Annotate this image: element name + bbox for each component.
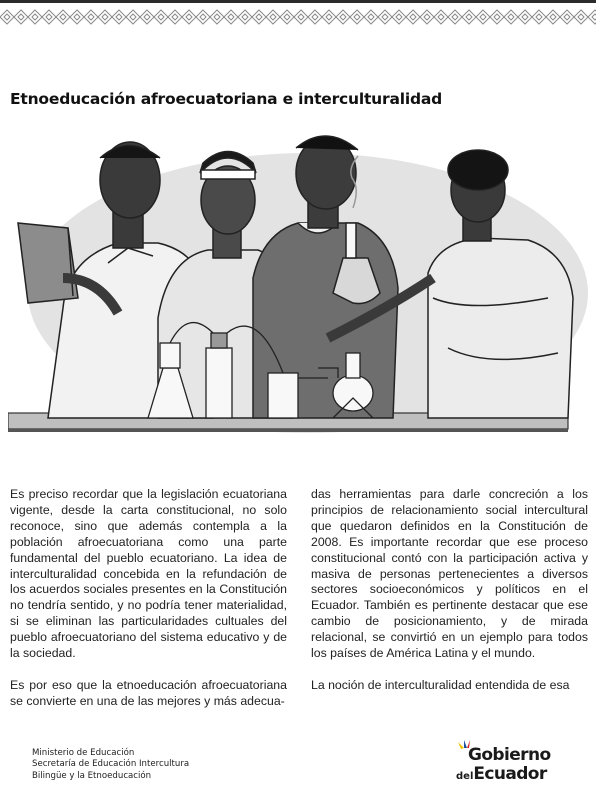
paragraph: Es preciso recordar que la legislación ecuatoriana vigente, desde la carta constitucional, no solo reconoce, sino que además contempla a la población afroecuatoriana como una parte fundamental del pueblo ecuatoriano. La idea de interculturalidad concebida en la refundación de los acuerdos sociales presentes en la Constitución no tendría sentido, y no podría tener materialidad, si se eliminan las particularidades cultuales del pueblo afroecuatoriano del sistema educativo y de la sociedad. [10, 487, 287, 661]
ministry-credit [32, 748, 189, 782]
band-diamond [350, 10, 364, 24]
band-diamond-inner [494, 14, 500, 20]
logo-text-gobierno: Gobierno [468, 745, 551, 765]
band-diamond-inner [522, 14, 528, 20]
people-laboratory-illustration [8, 128, 588, 458]
band-diamond-inner [18, 14, 24, 20]
ministry-line: Ministerio de Educación [32, 748, 135, 758]
paragraph: La noción de interculturalidad entendida de esa [311, 677, 570, 692]
band-diamond-inner [74, 14, 80, 20]
band-diamond-inner [340, 14, 346, 20]
band-diamond-inner [368, 14, 374, 20]
band-diamond [126, 10, 140, 24]
band-diamond-inner [242, 14, 248, 20]
band-diamond-inner [200, 14, 206, 20]
band-diamond-inner [508, 14, 514, 20]
band-diamond-inner [60, 14, 66, 20]
ministry-line: Secretaría de Educación Intercultura [32, 759, 190, 770]
band-diamond-inner [424, 14, 430, 20]
band-diamond-inner [550, 14, 556, 20]
band-diamond-inner [396, 14, 402, 20]
band-diamond-inner [312, 14, 318, 20]
band-diamond [406, 10, 420, 24]
band-diamond [546, 10, 560, 24]
ministry-line: Bilingüe y la Etnoeducación [32, 770, 152, 781]
band-diamond [266, 10, 280, 24]
band-diamond-inner [480, 14, 486, 20]
band-diamond [392, 10, 406, 24]
band-diamond [238, 10, 252, 24]
band-diamond [476, 10, 490, 24]
band-diamond-inner [326, 14, 332, 20]
band-diamond [56, 10, 70, 24]
band-diamond-inner [88, 14, 94, 20]
band-diamond [462, 10, 476, 24]
band-diamond-inner [46, 14, 52, 20]
logo-text-ecuador: Ecuador [473, 764, 547, 784]
band-diamond-inner [172, 14, 178, 20]
band-diamond-inner [592, 14, 596, 20]
band-diamond-inner [144, 14, 150, 20]
band-diamond-inner [284, 14, 290, 20]
paragraph: das herramientas para darle concreción a los principios de relacionamiento social intercultural que quedaron definidos en la Constitución de 2008. Es importante recordar que ese proceso constitucional contó con la participación activa y masiva de personas pertenecientes a diversos sectores socioeconómicos y políticos en el Ecuador. También es pertinente destacar que ese cambio de posicionamiento, y de mirada relacional, se convirtió en un ejemplo para todos los países de América Latina y el mundo. [311, 487, 588, 661]
band-diamond [84, 10, 98, 24]
band-diamond [308, 10, 322, 24]
band-diamond-inner [186, 14, 192, 20]
band-diamond [140, 10, 154, 24]
band-diamond [280, 10, 294, 24]
band-diamond [378, 10, 392, 24]
band-diamond [98, 10, 112, 24]
band-diamond-inner [578, 14, 584, 20]
band-diamond [154, 10, 168, 24]
band-diamond [182, 10, 196, 24]
band-diamond [168, 10, 182, 24]
band-diamond-inner [452, 14, 458, 20]
band-diamond-inner [438, 14, 444, 20]
band-diamond-inner [466, 14, 472, 20]
band-diamond [336, 10, 350, 24]
band-diamond [560, 10, 574, 24]
band-diamond-inner [298, 14, 304, 20]
band-diamond [532, 10, 546, 24]
band-diamond [574, 10, 588, 24]
band-diamond [294, 10, 308, 24]
decorative-border-band [0, 0, 596, 28]
text-column-right [311, 487, 588, 710]
band-diamond-inner [228, 14, 234, 20]
band-diamond-inner [4, 14, 10, 20]
band-diamond [0, 10, 14, 24]
band-diamond-inner [102, 14, 108, 20]
gobierno-del-ecuador-logo [452, 737, 572, 791]
band-diamond-inner [564, 14, 570, 20]
band-diamond-inner [130, 14, 136, 20]
band-diamond-inner [536, 14, 542, 20]
band-diamond [420, 10, 434, 24]
band-diamond-inner [256, 14, 262, 20]
band-diamond [322, 10, 336, 24]
band-diamond [224, 10, 238, 24]
band-diamond [518, 10, 532, 24]
band-diamond [434, 10, 448, 24]
band-diamond [70, 10, 84, 24]
band-diamond-inner [116, 14, 122, 20]
band-diamond-inner [354, 14, 360, 20]
band-diamond [42, 10, 56, 24]
band-diamond-inner [214, 14, 220, 20]
band-diamond [252, 10, 266, 24]
paragraph: Es por eso que la etnoeducación afroecuatoriana se convierte en una de las mejores y más adecua- [10, 677, 287, 708]
band-diamond [490, 10, 504, 24]
band-diamond-inner [32, 14, 38, 20]
page-title: Etnoeducación afroecuatoriana e interculturalidad [10, 90, 442, 108]
logo-text-del-ecuador [456, 764, 547, 784]
band-diamond [196, 10, 210, 24]
band-diamond [210, 10, 224, 24]
band-diamond-inner [410, 14, 416, 20]
band-diamond [448, 10, 462, 24]
band-diamond-inner [382, 14, 388, 20]
band-diamond [504, 10, 518, 24]
band-diamond [14, 10, 28, 24]
band-diamond-inner [158, 14, 164, 20]
logo-text-del: del [456, 771, 474, 782]
band-diamond [28, 10, 42, 24]
band-diamond [364, 10, 378, 24]
band-diamond-inner [270, 14, 276, 20]
band-diamond [112, 10, 126, 24]
text-column-left [10, 487, 287, 726]
